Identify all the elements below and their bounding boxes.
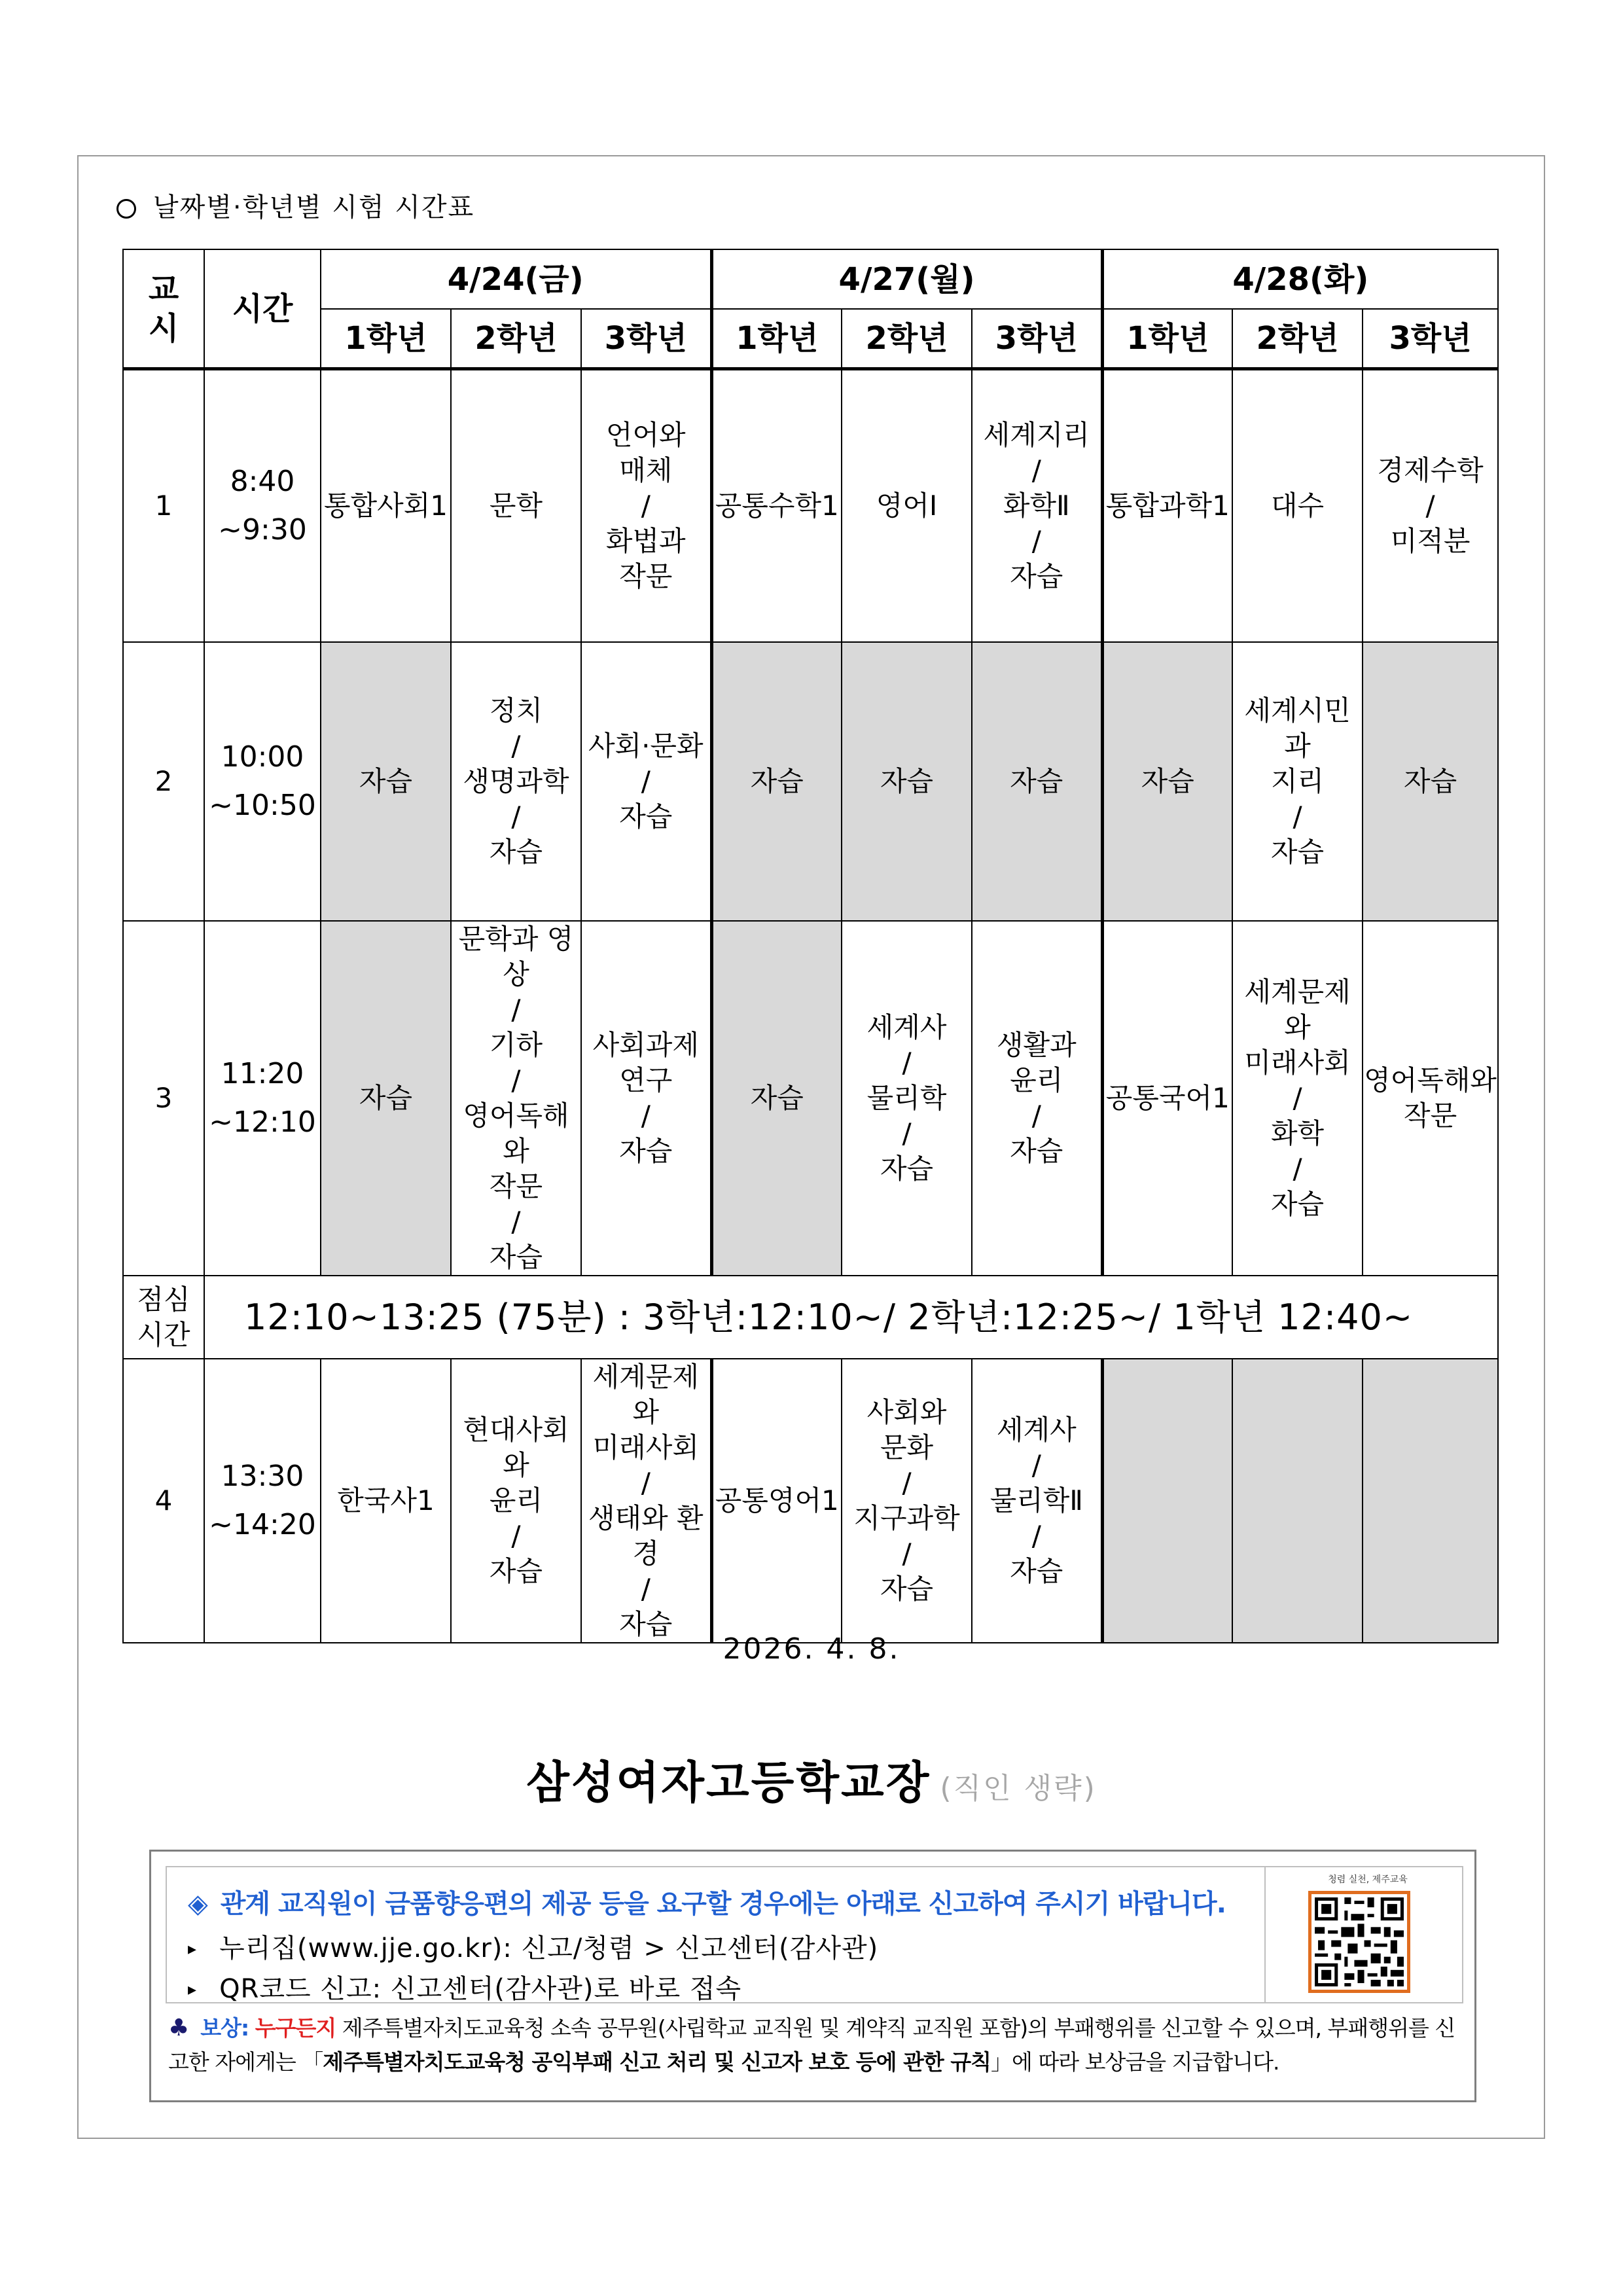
reward-label: 보상:: [200, 2015, 249, 2041]
subject-cell: 자습: [1102, 642, 1232, 921]
time-cell: 8:40 ~9:30: [204, 369, 321, 643]
grade-header: 3학년: [1363, 309, 1498, 369]
date-header: 4/28(화): [1102, 249, 1498, 309]
report-line-qr-text: QR코드 신고: 신고센터(감사관)로 바로 접속: [219, 1974, 742, 2004]
subject-cell: 자습: [711, 642, 842, 921]
subject-cell: 대수: [1232, 369, 1363, 643]
arrow-bullet-icon: ▸: [188, 1939, 198, 1959]
report-headline-text: 관계 교직원이 금품향응편의 제공 등을 요구할 경우에는 아래로 신고하여 주시기 바랍니다.: [220, 1889, 1226, 1919]
reward-text-2: 」에 따라 보상금을 지급합니다.: [991, 2049, 1279, 2075]
subject-cell: 자습: [321, 921, 451, 1276]
club-icon: ♣: [168, 2015, 189, 2041]
time-cell: 10:00 ~10:50: [204, 642, 321, 921]
period-cell: 2: [123, 642, 204, 921]
reward-anyone: 누구든지: [255, 2015, 336, 2041]
subject-cell: 사회·문화 / 자습: [581, 642, 711, 921]
subject-cell: 자습: [321, 642, 451, 921]
table-row: [123, 369, 1498, 643]
qr-code-icon[interactable]: [1308, 1891, 1410, 1993]
table-row: [123, 642, 1498, 921]
subject-cell: 공통수학1: [711, 369, 842, 643]
lunch-label: 점심 시간: [123, 1276, 204, 1359]
subject-cell: 경제수학 / 미적분: [1363, 369, 1498, 643]
report-inner-box: [166, 1866, 1463, 2003]
section-heading: [116, 187, 474, 224]
period-header: [123, 249, 204, 369]
arrow-bullet-icon: ▸: [188, 1980, 198, 2000]
subject-cell: 자습: [972, 642, 1102, 921]
grade-header: 2학년: [842, 309, 972, 369]
subject-cell: 문학: [451, 369, 581, 643]
subject-cell: [1102, 1359, 1232, 1643]
table-row: [123, 921, 1498, 1276]
subject-cell: 정치 / 생명과학 / 자습: [451, 642, 581, 921]
subject-cell: 세계사 / 물리학 / 자습: [842, 921, 972, 1276]
reward-rule: 제주특별자치도교육청 공익부패 신고 처리 및 신고자 보호 등에 관한 규칙: [323, 2049, 991, 2075]
lunch-row: [123, 1276, 1498, 1359]
subject-cell: 세계지리 / 화학Ⅱ / 자습: [972, 369, 1102, 643]
subject-cell: 공통국어1: [1102, 921, 1232, 1276]
period-cell: 1: [123, 369, 204, 643]
seal-omitted: (직인 생략): [940, 1772, 1097, 1805]
report-notice-box: [149, 1850, 1476, 2102]
subject-cell: 자습: [842, 642, 972, 921]
heading-text: 날짜별·학년별 시험 시간표: [153, 192, 475, 223]
grade-header: 2학년: [451, 309, 581, 369]
subject-cell: 통합사회1: [321, 369, 451, 643]
subject-cell: 세계사 / 물리학Ⅱ / 자습: [972, 1359, 1102, 1643]
period-cell: 3: [123, 921, 204, 1276]
subject-cell: 문학과 영상 / 기하 / 영어독해와 작문 / 자습: [451, 921, 581, 1276]
grade-header: 3학년: [581, 309, 711, 369]
subject-cell: 세계문제와 미래사회 / 생태와 환경 / 자습: [581, 1359, 711, 1643]
subject-cell: 공통영어1: [711, 1359, 842, 1643]
qr-caption: 청렴 실천, 제주교육: [1328, 1874, 1408, 1885]
subject-cell: 사회과제 연구 / 자습: [581, 921, 711, 1276]
subject-cell: 한국사1: [321, 1359, 451, 1643]
reward-notice: [168, 2011, 1457, 2079]
subject-cell: 세계문제와 미래사회 / 화학 / 자습: [1232, 921, 1363, 1276]
diamond-bullet-icon: ◈: [188, 1889, 207, 1919]
time-cell: 13:30 ~14:20: [204, 1359, 321, 1643]
subject-cell: 영어Ⅰ: [842, 369, 972, 643]
date-header: 4/27(월): [711, 249, 1102, 309]
grade-header: 2학년: [1232, 309, 1363, 369]
circle-bullet-icon: [116, 199, 136, 219]
exam-timetable: [122, 249, 1499, 1643]
report-line-website-text: 누리집(www.jje.go.kr): 신고/청렴 > 신고센터(감사관): [219, 1933, 879, 1964]
divider: [1264, 1867, 1266, 2002]
subject-cell: [1232, 1359, 1363, 1643]
period-header-text: 교 시: [148, 270, 179, 347]
report-headline: [188, 1883, 1226, 1920]
time-cell: 11:20 ~12:10: [204, 921, 321, 1276]
time-header: 시간: [204, 249, 321, 369]
signature: [0, 1748, 1623, 1811]
period-cell: 4: [123, 1359, 204, 1643]
subject-cell: 영어독해와 작문: [1363, 921, 1498, 1276]
subject-cell: 생활과 윤리 / 자습: [972, 921, 1102, 1276]
grade-header: 1학년: [321, 309, 451, 369]
principal-name: 삼성여자고등학교장: [526, 1757, 931, 1809]
grade-header: 3학년: [972, 309, 1102, 369]
reward-text-1: 제주특별자치도교육청 소속 공무원(사립학교 교직원 및 계약직 교직원 포함)의 부패행위를 신고할 수 있으며, 부패행위를 신고한 자에게는 「: [168, 2015, 1455, 2075]
grade-header: 1학년: [1102, 309, 1232, 369]
table-row: [123, 1359, 1498, 1643]
subject-cell: 현대사회와 윤리 / 자습: [451, 1359, 581, 1643]
date-header: 4/24(금): [321, 249, 711, 309]
subject-cell: 자습: [711, 921, 842, 1276]
subject-cell: 통합과학1: [1102, 369, 1232, 643]
lunch-time-text: 12:10~13:25 (75분) : 3학년:12:10~/ 2학년:12:25~/ 1학년 12:40~: [204, 1276, 1498, 1359]
report-line-qr: [188, 1968, 741, 2005]
issue-date: 2026. 4. 8.: [722, 1632, 901, 1666]
report-line-website[interactable]: [188, 1928, 878, 1965]
subject-cell: 자습: [1363, 642, 1498, 921]
grade-header: 1학년: [711, 309, 842, 369]
subject-cell: 언어와 매체 / 화법과 작문: [581, 369, 711, 643]
subject-cell: 세계시민과 지리 / 자습: [1232, 642, 1363, 921]
subject-cell: 사회와 문화 / 지구과학 / 자습: [842, 1359, 972, 1643]
subject-cell: [1363, 1359, 1498, 1643]
